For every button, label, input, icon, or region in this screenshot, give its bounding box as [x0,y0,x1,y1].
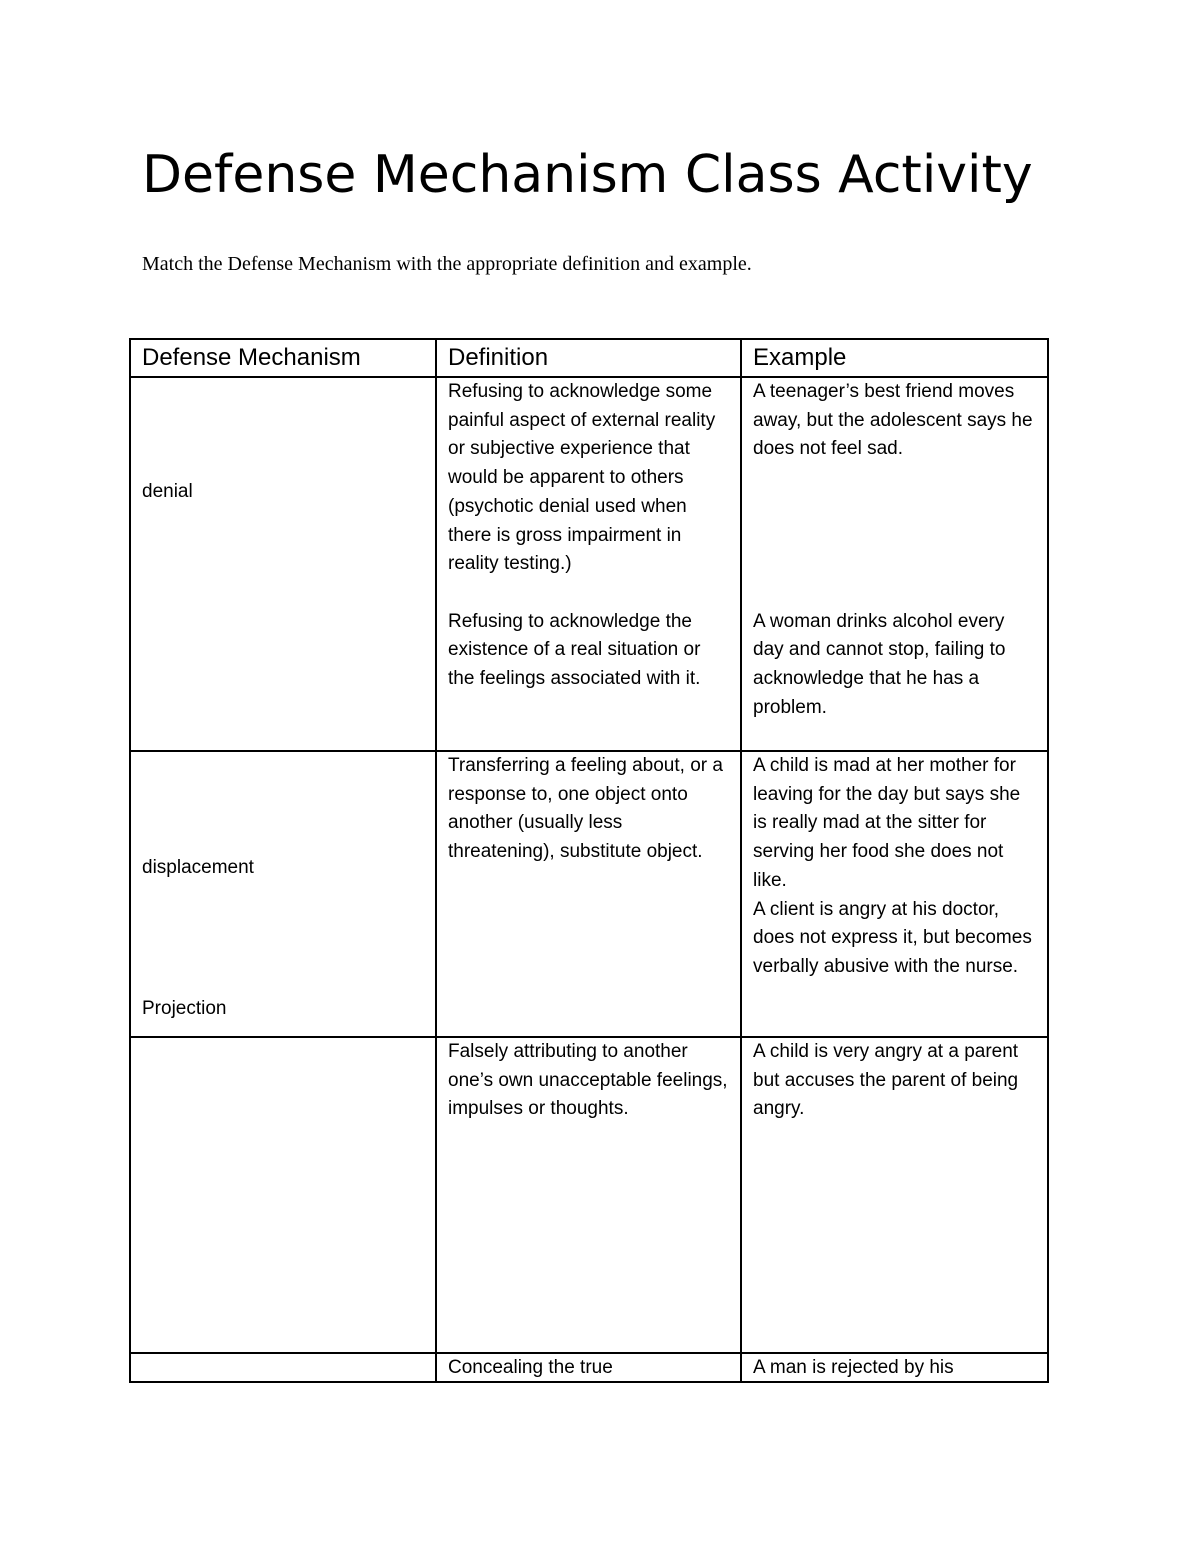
mechanism-name: Projection [142,998,227,1019]
header-definition: Definition [436,339,741,377]
example-text: A teenager’s best friend moves away, but the adolescent says he does not feel sad. [753,381,1033,460]
mechanism-name: displacement [142,857,254,878]
definition-cell [436,1353,741,1382]
definition-text: Transferring a feeling about, or a response to, one object onto another (usually less threatening), substitute object. [448,755,723,863]
example-text: A child is very angry at a parent but accuses the parent of being angry. [753,1041,1019,1120]
example-cell [741,1037,1048,1353]
mechanism-name [142,1354,425,1381]
example-cell [741,1353,1048,1382]
example-text: A woman drinks alcohol every day and cannot stop, failing to acknowledge that he has a problem. [753,610,1006,718]
example-cell [741,751,1048,1037]
mechanism-cell [130,998,436,1353]
header-example: Example [741,339,1048,377]
instructions-text: Match the Defense Mechanism with the appropriate definition and example. [142,253,752,275]
definition-text: Refusing to acknowledge the existence of a real situation or the feelings associated with it. [448,610,701,690]
table-row [130,1353,1048,1382]
example-text: A man is rejected by his [753,1357,954,1378]
definition-cell [436,377,741,751]
definition-text: Concealing the true [448,1357,613,1378]
definition-cell [436,751,741,1037]
example-text: A child is mad at her mother for leaving for the day but says she is really mad at the sitter for serving her food she does not like. [753,755,1021,891]
mechanism-cell [130,377,436,751]
defense-mechanism-table [129,338,1049,1383]
example-cell [741,377,1048,751]
header-defense-mechanism: Defense Mechanism [130,339,436,377]
page-title: Defense Mechanism Class Activity [142,145,1033,205]
definition-text: Falsely attributing to another one’s own unacceptable feelings, impulses or thoughts. [448,1041,728,1120]
table-row [130,377,1048,751]
table-header-row [130,339,1048,377]
definition-cell [436,1037,741,1353]
mechanism-name: denial [142,481,193,502]
table-row [130,1037,1048,1353]
example-text: A client is angry at his doctor, does not express it, but becomes verbally abusive with the nurse. [753,898,1032,977]
mechanism-cell [130,1353,436,1382]
definition-text: Refusing to acknowledge some painful aspect of external reality or subjective experience that would be apparent to others (psychotic denial used when there is gross impairment in reality testing.) [448,381,716,575]
